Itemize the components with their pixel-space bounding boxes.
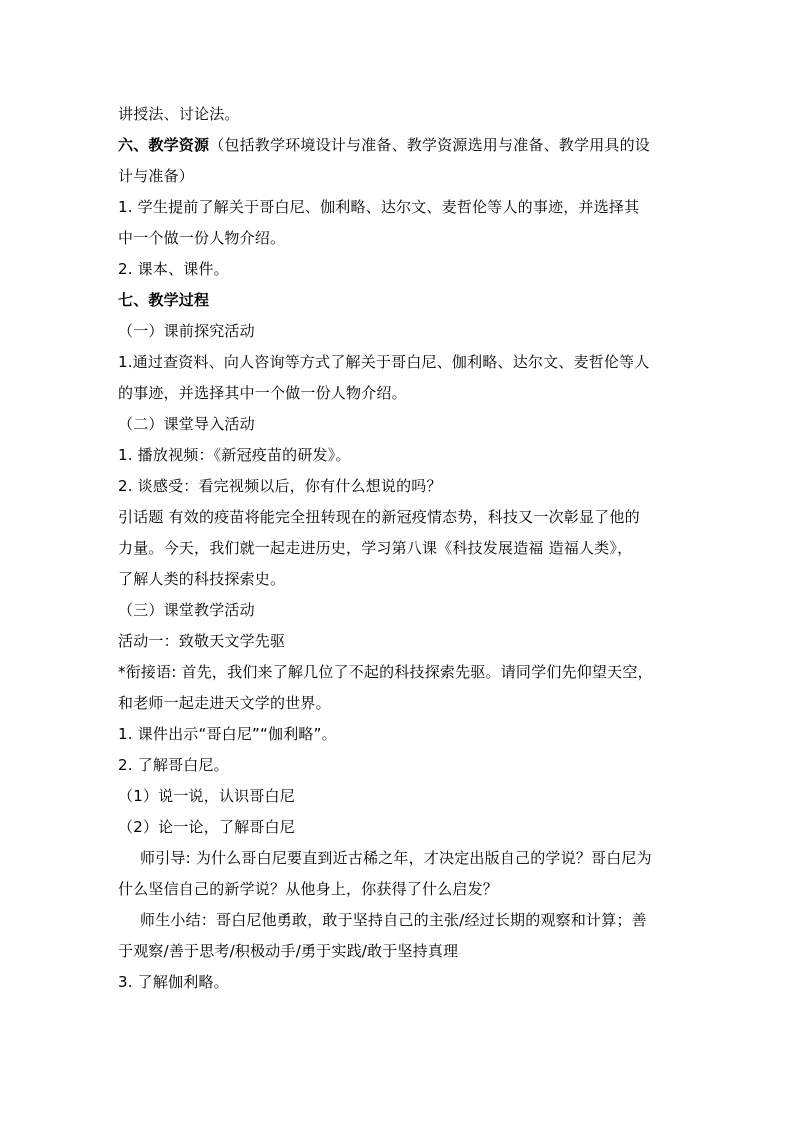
- subsection-heading: （一）课前探究活动: [118, 322, 255, 340]
- text-line: （2）论一论，了解哥白尼: [118, 818, 295, 836]
- document-page: [118, 99, 678, 998]
- text-line: 于观察/善于思考/积极动手/勇于实践/敢于坚持真理: [118, 942, 459, 960]
- text-line: 3. 了解伽利略。: [118, 973, 229, 991]
- text-line: 2. 了解哥白尼。: [118, 756, 229, 774]
- text-line: 了解人类的科技探索史。: [118, 570, 286, 588]
- text-line: 1. 学生提前了解关于哥白尼、伽利略、达尔文、麦哲伦等人的事迹，并选择其: [118, 198, 640, 216]
- text-line: （1）说一说，认识哥白尼: [118, 787, 295, 805]
- text-line: 中一个做一份人物介绍。: [118, 229, 286, 247]
- text-line: 师生小结：哥白尼他勇敢，敢于坚持自己的主张/经过长期的观察和计算；善: [140, 911, 647, 929]
- section-heading-six: 六、教学资源: [118, 136, 210, 154]
- section-heading-seven: 七、教学过程: [118, 291, 210, 309]
- text-line: *衔接语: 首先，我们来了解几位了不起的科技探索先驱。请同学们先仰望天空，: [118, 663, 653, 681]
- text-line: 讲授法、讨论法。: [118, 105, 240, 123]
- text-line: 力量。今天，我们就一起走进历史，学习第八课《科技发展造福 造福人类》，: [118, 539, 633, 557]
- text-line: 和老师一起走进天文学的世界。: [118, 694, 331, 712]
- text-line: 师引导: 为什么哥白尼要直到近古稀之年，才决定出版自己的学说？哥白尼为: [140, 849, 652, 867]
- text-line: 1.通过查资料、向人咨询等方式了解关于哥白尼、伽利略、达尔文、麦哲伦等人: [118, 353, 650, 371]
- text-line: 1. 播放视频：《新冠疫苗的研发》。: [118, 446, 351, 464]
- subsection-heading: （二）课堂导入活动: [118, 415, 255, 433]
- text-line: 2. 谈感受：看完视频以后，你有什么想说的吗？: [118, 477, 442, 495]
- section-six-note: （包括教学环境设计与准备、教学资源选用与准备、教学用具的设: [209, 136, 651, 154]
- section-six-line: [118, 130, 678, 161]
- text-line: 计与准备）: [118, 167, 195, 185]
- text-line: 2. 课本、课件。: [118, 260, 229, 278]
- subsection-heading: （三）课堂教学活动: [118, 601, 255, 619]
- text-line: 1. 课件出示“哥白尼”“伽利略”。: [118, 725, 337, 743]
- text-line: 什么坚信自己的新学说？从他身上，你获得了什么启发？: [118, 880, 499, 898]
- text-line: 的事迹，并选择其中一个做一份人物介绍。: [118, 384, 407, 402]
- text-line: 引话题 有效的疫苗将能完全扭转现在的新冠疫情态势，科技又一次彰显了他的: [118, 508, 640, 526]
- activity-heading: 活动一：致敬天文学先驱: [118, 632, 286, 650]
